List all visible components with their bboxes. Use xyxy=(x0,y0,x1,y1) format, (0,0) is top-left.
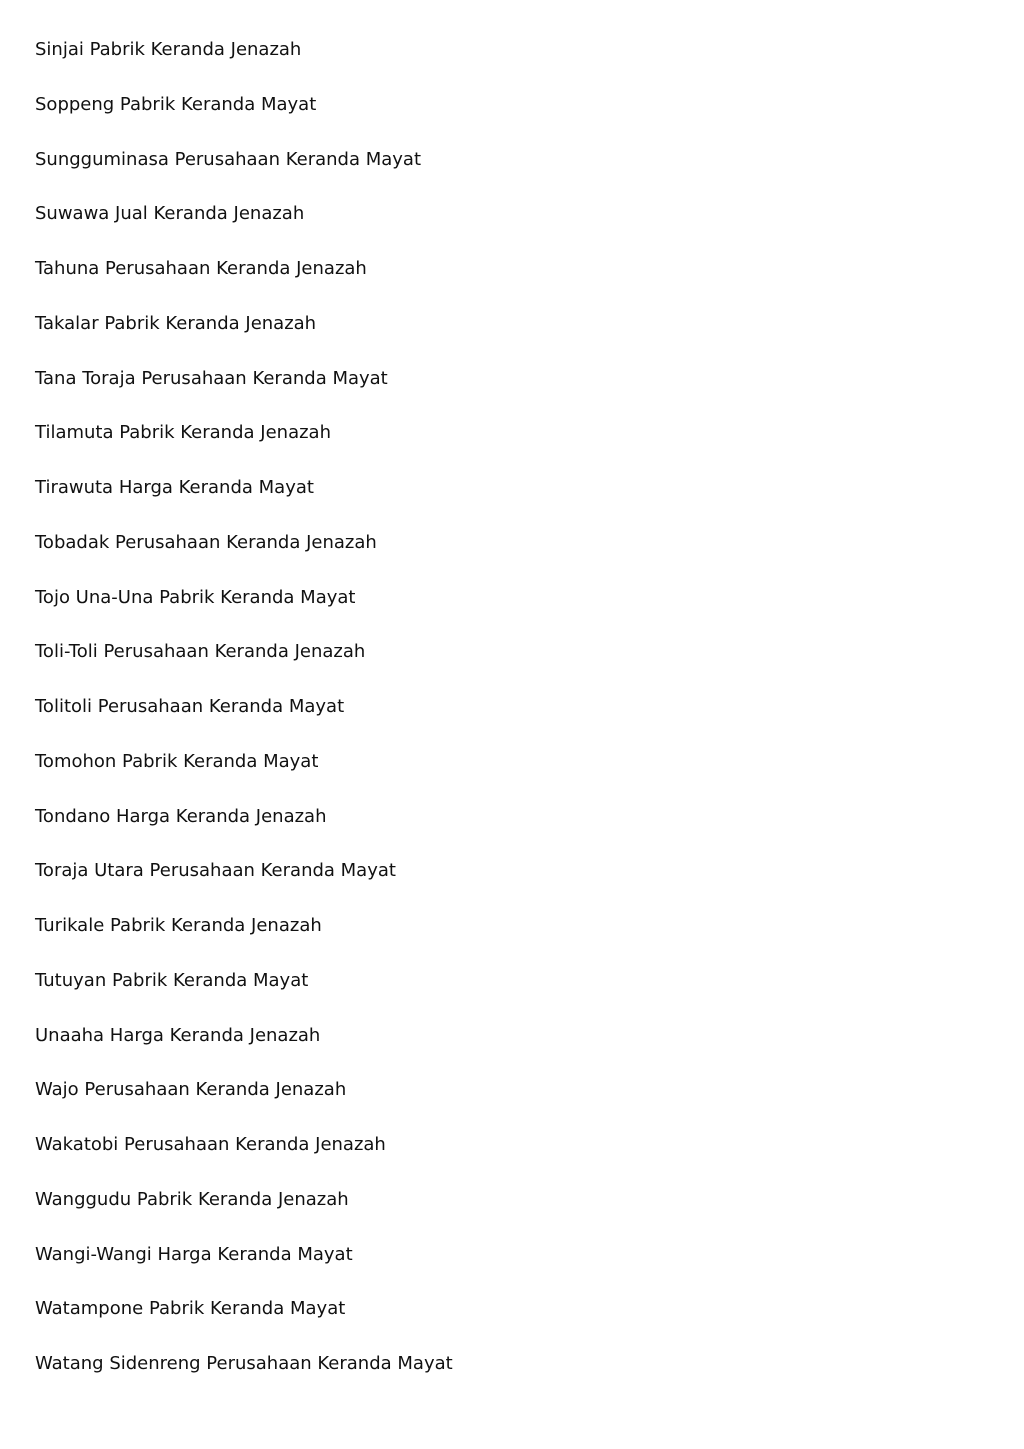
list-item: Watang Sidenreng Perusahaan Keranda Mayat xyxy=(35,1353,453,1374)
location-list xyxy=(35,36,453,1405)
list-item: Suwawa Jual Keranda Jenazah xyxy=(35,203,305,225)
list-item: Wakatobi Perusahaan Keranda Jenazah xyxy=(35,1134,386,1155)
list-item: Turikale Pabrik Keranda Jenazah xyxy=(35,915,322,936)
list-item: Tomohon Pabrik Keranda Mayat xyxy=(35,750,319,772)
list-item: Wangi-Wangi Harga Keranda Mayat xyxy=(35,1243,353,1265)
list-item: Tana Toraja Perusahaan Keranda Mayat xyxy=(35,367,388,389)
list-item: Tojo Una-Una Pabrik Keranda Mayat xyxy=(35,586,356,608)
list-item: Tondano Harga Keranda Jenazah xyxy=(35,805,327,827)
list-item: Tutuyan Pabrik Keranda Mayat xyxy=(35,969,309,991)
list-item: Tobadak Perusahaan Keranda Jenazah xyxy=(35,531,377,553)
list-item: Tahuna Perusahaan Keranda Jenazah xyxy=(35,258,367,279)
list-item: Toraja Utara Perusahaan Keranda Mayat xyxy=(35,860,396,882)
list-item: Wanggudu Pabrik Keranda Jenazah xyxy=(35,1188,349,1210)
list-item: Tolitoli Perusahaan Keranda Mayat xyxy=(35,696,345,717)
list-item: Soppeng Pabrik Keranda Mayat xyxy=(35,93,317,115)
list-item: Toli-Toli Perusahaan Keranda Jenazah xyxy=(35,641,366,663)
list-item: Tirawuta Harga Keranda Mayat xyxy=(35,477,314,498)
list-item: Tilamuta Pabrik Keranda Jenazah xyxy=(35,422,331,444)
list-item: Watampone Pabrik Keranda Mayat xyxy=(35,1298,346,1320)
list-item: Wajo Perusahaan Keranda Jenazah xyxy=(35,1079,347,1101)
list-item: Takalar Pabrik Keranda Jenazah xyxy=(35,312,317,334)
list-item: Unaaha Harga Keranda Jenazah xyxy=(35,1024,321,1046)
list-item: Sinjai Pabrik Keranda Jenazah xyxy=(35,39,302,60)
list-item: Sungguminasa Perusahaan Keranda Mayat xyxy=(35,148,422,170)
